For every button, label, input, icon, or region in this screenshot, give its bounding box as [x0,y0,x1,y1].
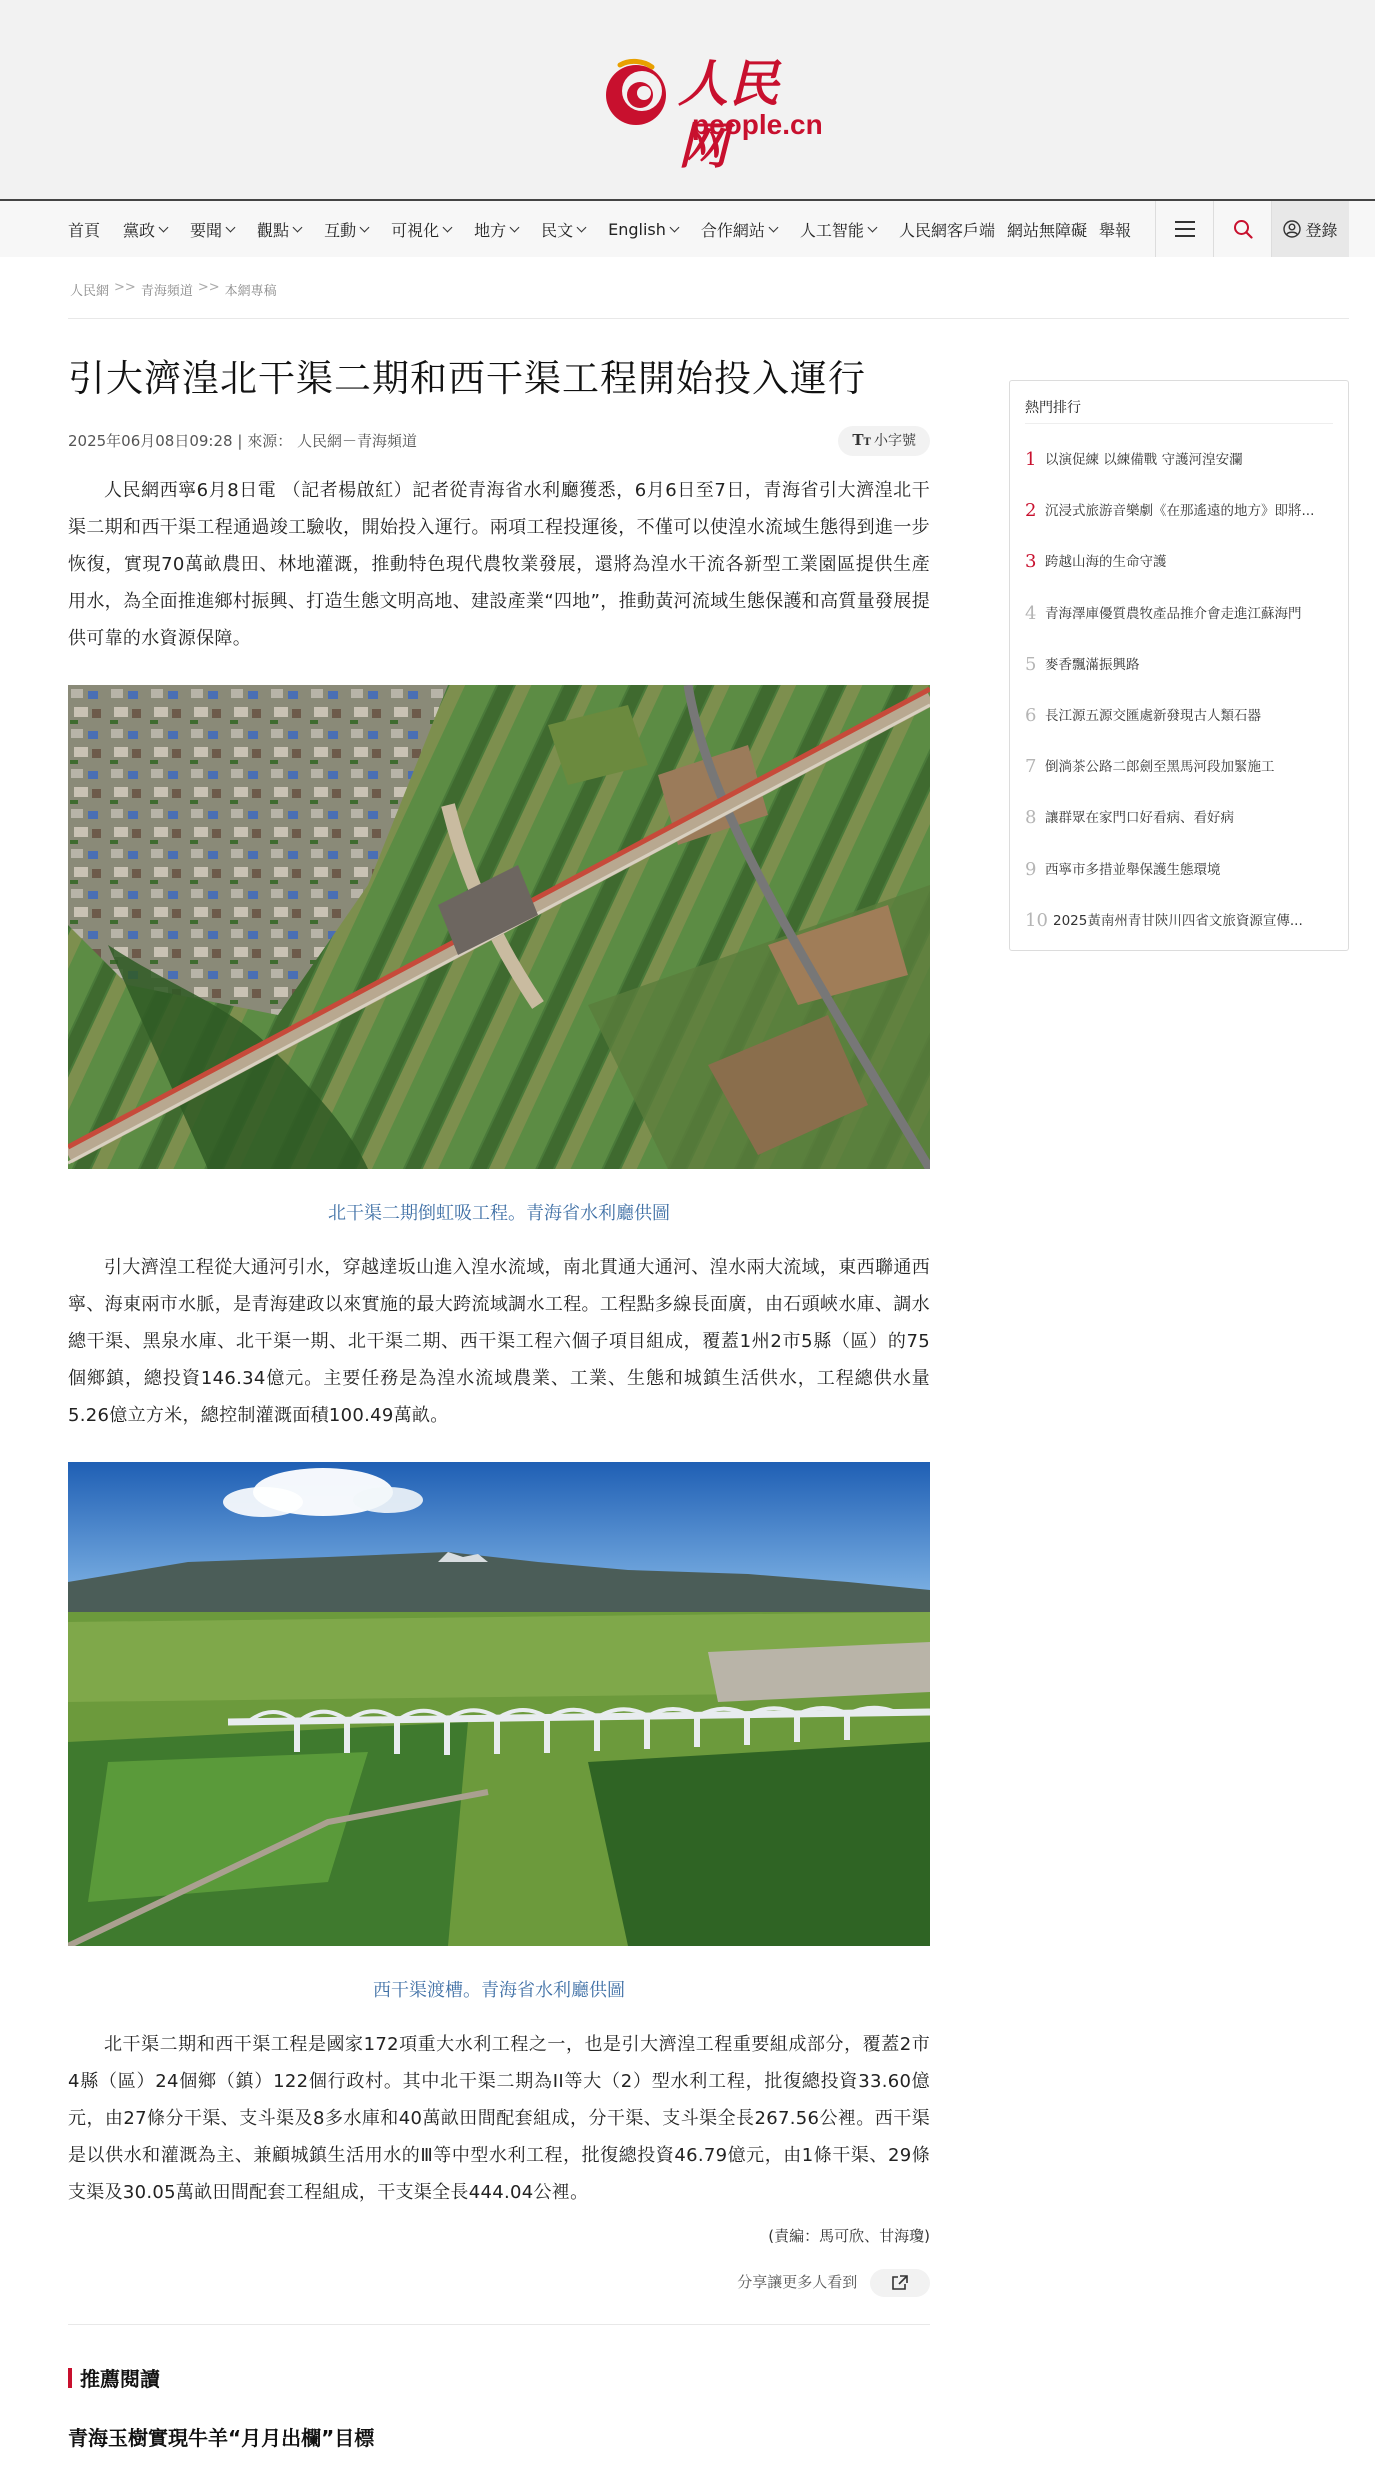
nav-item-label: 首頁 [68,220,101,240]
hot-ranking-title-text: 青海澤庫優質農牧產品推介會走進江蘇海門 [1045,605,1302,622]
image-caption: 西干渠渡槽。青海省水利廳供圖 [373,1980,625,2001]
nav-item[interactable] [541,218,585,241]
rank-number: 9 [1025,858,1037,880]
source-label: 來源： [247,432,293,450]
editor-credit: (責編：馬可欣、甘海瓊) [768,2227,930,2245]
chevron-down-icon [867,222,877,232]
hot-ranking-item[interactable] [1025,904,1335,955]
article-date: 2025年06月08日09:28 [68,432,233,450]
logo-chinese-text: 人民网 [678,54,780,175]
divider [68,318,1349,319]
nav-item[interactable] [391,218,451,241]
nav-item[interactable] [800,218,876,241]
site-header [0,0,1375,199]
article-image-aqueduct [68,1462,930,1946]
share-text: 分享讓更多人看到 [737,2273,858,2291]
article-paragraph: 人民網西寧6月8日電 （記者楊啟紅）記者從青海省水利廳獲悉，6月6日至7日，青海省引大濟湟北干渠二期和西干渠工程通過竣工驗收，開始投入運行。兩項工程投運後，不僅可以使湟水流域生態得到進一步恢復，實現70萬畝農田、林地灌溉，推動特色現代農牧業發展，還將為湟水干流各新型工業園區提供生產用水，為全面推進鄉村振興、打造生態文明高地、建設產業“四地”，推動黃河流域生態保護和高質量發展提供可靠的水資源保障。 [68,480,930,649]
login-button[interactable] [1271,201,1349,257]
rank-number: 6 [1025,704,1037,726]
hamburger-icon [1175,221,1195,237]
hot-ranking-item[interactable] [1025,853,1335,904]
hot-ranking-item[interactable] [1025,801,1335,852]
chevron-down-icon [159,222,169,232]
hot-ranking-title-text: 跨越山海的生命守護 [1045,554,1167,571]
search-button[interactable] [1213,201,1271,257]
chevron-down-icon [768,222,778,232]
nav-item-label: English [608,219,666,239]
nav-item[interactable] [701,218,777,241]
nav-item-label: 民文 [541,220,574,240]
hot-ranking-item[interactable] [1025,699,1335,750]
divider [1025,423,1333,424]
breadcrumb-link-section[interactable]: 本網專稿 [224,284,277,299]
nav-item-label: 人民網客戶端 [898,220,995,240]
nav-item[interactable] [257,218,301,241]
chevron-down-icon [360,222,370,232]
nav-item-label: 可視化 [391,220,440,240]
rank-number: 4 [1025,602,1037,624]
recommend-item-link[interactable]: 青海玉樹實現牛羊“月月出欄”目標 [68,2426,375,2450]
article-meta [68,426,930,456]
nav-item-label: 黨政 [123,220,156,240]
logo-english-text: people.cn [692,109,823,140]
hot-ranking-list [1025,443,1335,955]
rank-number: 7 [1025,756,1037,778]
logo-mark-icon [600,57,672,129]
chevron-down-icon [443,222,453,232]
hot-ranking-title-text: 西寧市多措並舉保護生態環境 [1045,861,1221,878]
menu-button[interactable] [1155,201,1213,257]
user-icon [1283,220,1301,238]
rank-number: 5 [1025,653,1037,675]
font-size-toggle[interactable] [838,426,930,456]
nav-item-label: 要聞 [190,220,223,240]
chevron-down-icon [510,222,520,232]
search-icon [1233,219,1253,239]
hot-ranking-item[interactable] [1025,443,1335,494]
nav-item-label: 人工智能 [799,220,864,240]
hot-ranking-title-text: 倒淌茶公路二郎劍至黑馬河段加緊施工 [1045,759,1275,776]
nav-item[interactable] [899,218,995,241]
article-image-siphon [68,685,930,1169]
hot-ranking-item[interactable] [1025,545,1335,596]
hot-ranking-title-text: 讓群眾在家門口好看病、看好病 [1045,810,1234,827]
nav-list [68,201,1154,257]
nav-item[interactable] [608,220,678,239]
breadcrumb-separator: >> [197,280,220,295]
hot-ranking-title-text: 麥香飄滿振興路 [1045,656,1140,673]
article-paragraph: 北干渠二期和西干渠工程是國家172項重大水利工程之一，也是引大濟湟工程重要組成部分，覆蓋2市4縣（區）24個鄉（鎮）122個行政村。其中北干渠二期為II等大（2）型水利工程，批復總投資33.60億元，由27條分干渠、支斗渠及8多水庫和40萬畝田間配套組成，分干渠、支斗渠全長267.56公裡。西干渠是以供水和灌溉為主、兼顧城鎮生活用水的Ⅲ等中型水利工程，批復總投資46.79億元，由1條干渠、29條支渠及30.05萬畝田間配套工程組成，干支渠全長444.04公裡。 [68,2034,930,2203]
share-icon [891,2275,909,2291]
recommend-heading-text: 推薦閱讀 [80,2367,160,2391]
nav-item[interactable] [324,218,368,241]
hot-ranking-item[interactable] [1025,648,1335,699]
rank-number: 8 [1025,807,1037,829]
hot-ranking-title-text: 以演促練 以練備戰 守護河湟安瀾 [1045,452,1243,468]
rank-number: 3 [1025,551,1037,573]
article-source-link[interactable]: 人民網－青海頻道 [296,432,417,450]
breadcrumb [70,280,277,299]
nav-item[interactable] [1099,218,1131,241]
hot-ranking-title: 熱門排行 [1025,400,1081,416]
chevron-down-icon [226,222,236,232]
nav-item-label: 觀點 [257,220,290,240]
chevron-down-icon [577,222,587,232]
hot-ranking-item[interactable] [1025,750,1335,801]
recommend-heading [68,2363,930,2392]
breadcrumb-separator: >> [114,280,136,295]
rank-number: 2 [1025,500,1037,522]
rank-number: 1 [1025,449,1037,470]
nav-item-label: 地方 [474,220,507,240]
login-label: 登錄 [1305,220,1338,240]
nav-item-label: 互動 [324,220,357,240]
aqueduct-photo-image [68,1462,930,1946]
hot-ranking-item[interactable] [1025,597,1335,648]
aerial-photo-image [68,685,930,1169]
heading-accent-bar [68,2368,72,2388]
rank-number: 10 [1025,909,1048,931]
font-size-icon: TT [852,430,871,449]
divider [68,2324,930,2325]
hot-ranking-title-text: 沉浸式旅游音樂劇《在那遙遠的地方》即將... [1045,503,1315,520]
image-caption: 北干渠二期倒虹吸工程。青海省水利廳供圖 [328,1203,670,1224]
nav-item-label: 合作網站 [700,220,765,240]
nav-item[interactable] [474,218,518,241]
share-button[interactable] [870,2269,930,2297]
meta-separator: | [237,432,248,450]
nav-item[interactable] [190,218,234,241]
nav-item[interactable] [68,218,100,241]
nav-item-label: 網站無障礙 [1006,220,1087,240]
chevron-down-icon [669,222,679,232]
hot-ranking-title-text: 2025黃南州青甘陝川四省文旅資源宣傳... [1053,912,1303,929]
share-bar [68,2266,930,2298]
chevron-down-icon [293,222,303,232]
font-size-label: 小字號 [874,433,916,449]
nav-item[interactable] [1007,218,1087,241]
hot-ranking-item[interactable] [1025,494,1335,545]
article-title: 引大濟湟北干渠二期和西干渠工程開始投入運行 [68,357,866,400]
hot-ranking-panel [1009,380,1349,951]
article [68,350,930,2451]
nav-item-label: 舉報 [1098,220,1131,240]
article-paragraph: 引大濟湟工程從大通河引水，穿越達坂山進入湟水流域，南北貫通大通河、湟水兩大流域，東西聯通西寧、海東兩市水脈，是青海建政以來實施的最大跨流域調水工程。工程點多線長面廣，由石頭峽水庫、調水總干渠、黑泉水庫、北干渠一期、北干渠二期、西干渠工程六個子項目組成，覆蓋1州2市5縣（區）的75個鄉鎮，總投資146.34億元。主要任務是為湟水流域農業、工業、生態和城鎮生活供水，工程總供水量5.26億立方米，總控制灌溉面積100.49萬畝。 [68,1257,930,1426]
breadcrumb-link-channel[interactable]: 青海頻道 [140,284,193,299]
nav-tools [1155,201,1349,257]
main-nav [0,199,1375,257]
breadcrumb-link-home[interactable]: 人民網 [70,284,110,299]
people-logo[interactable] [600,53,823,175]
nav-item[interactable] [123,218,167,241]
hot-ranking-title-text: 長江源五源交匯處新發現古人類石器 [1045,707,1261,724]
